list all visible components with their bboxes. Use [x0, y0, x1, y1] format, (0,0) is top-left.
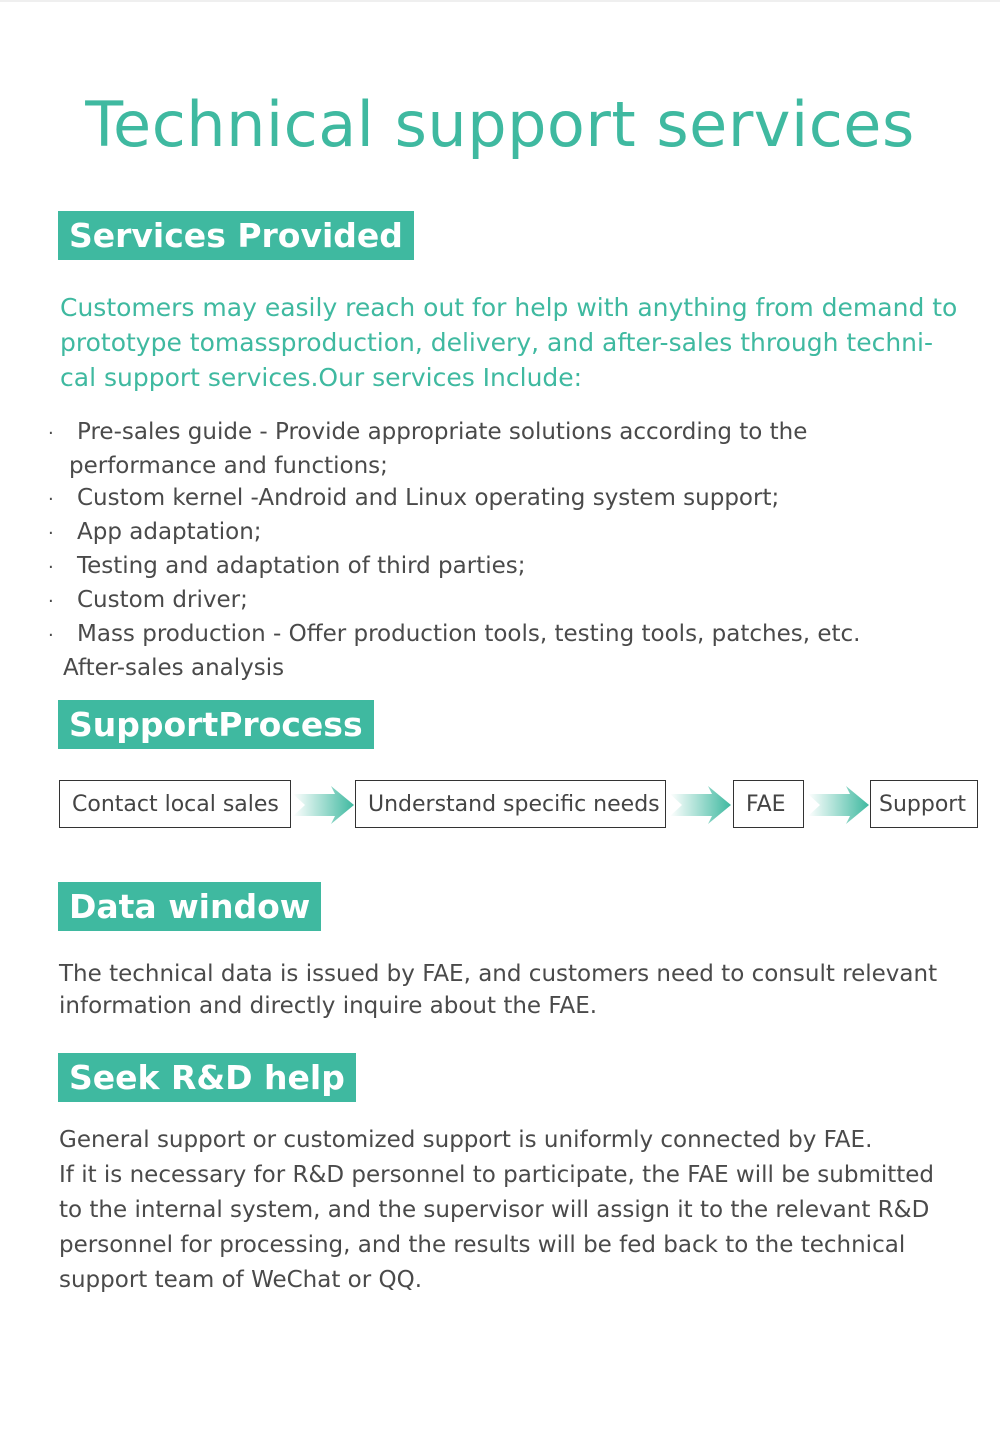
list-item-text: Testing and adaptation of third parties; [77, 553, 526, 579]
bullet-icon: · [48, 489, 54, 510]
list-item-continuation: After-sales analysis [63, 655, 285, 681]
top-divider [0, 0, 1000, 2]
paragraph-line: The technical data is issued by FAE, and customers need to consult relevant [59, 961, 938, 987]
intro-line: prototype tomassproduction, delivery, and after-sales through techni- [60, 328, 933, 357]
services-intro [60, 290, 960, 395]
bullet-icon: · [48, 423, 54, 444]
arrow-right-icon [668, 781, 732, 829]
list-item-continuation: performance and functions; [69, 453, 388, 479]
list-item [48, 516, 948, 550]
page-title: Technical support services [85, 88, 915, 161]
list-item [48, 416, 948, 450]
process-step-contact-sales: Contact local sales [59, 780, 291, 828]
section-heading-process: SupportProcess [58, 700, 374, 749]
rd-help-text [59, 1123, 959, 1298]
list-item-text: Mass production - Offer production tools, testing tools, patches, etc. [77, 621, 861, 647]
process-step-understand-needs: Understand specific needs [355, 780, 666, 828]
list-item [48, 584, 948, 618]
list-item [48, 482, 948, 516]
list-item-text: Custom driver; [77, 587, 248, 613]
arrow-right-icon [291, 781, 355, 829]
section-heading-data-window: Data window [58, 882, 321, 931]
intro-line: cal support services.Our services Include: [60, 363, 583, 392]
section-heading-rd-help: Seek R&D help [58, 1053, 356, 1102]
bullet-icon: · [48, 625, 54, 646]
arrow-right-icon [806, 781, 870, 829]
list-item [48, 550, 948, 584]
section-heading-services: Services Provided [58, 211, 414, 260]
process-step-support: Support [870, 780, 978, 828]
data-window-text [59, 958, 959, 1022]
bullet-icon: · [48, 557, 54, 578]
list-item-text: App adaptation; [77, 519, 262, 545]
bullet-icon: · [48, 523, 54, 544]
paragraph-line: If it is necessary for R&D personnel to participate, the FAE will be submitted [59, 1162, 935, 1188]
paragraph-line: support team of WeChat or QQ. [59, 1267, 423, 1293]
list-item-text: Custom kernel -Android and Linux operating system support; [77, 485, 780, 511]
bullet-icon: · [48, 591, 54, 612]
paragraph-line: personnel for processing, and the results will be fed back to the technical [59, 1232, 906, 1258]
list-item [48, 618, 948, 652]
intro-line: Customers may easily reach out for help with anything from demand to [60, 293, 958, 322]
paragraph-line: to the internal system, and the supervisor will assign it to the relevant R&D [59, 1197, 930, 1223]
paragraph-line: information and directly inquire about the FAE. [59, 993, 598, 1019]
process-step-fae: FAE [733, 780, 804, 828]
list-item-text: Pre-sales guide - Provide appropriate solutions according to the [77, 419, 808, 445]
paragraph-line: General support or customized support is uniformly connected by FAE. [59, 1127, 873, 1153]
services-list [48, 416, 948, 684]
